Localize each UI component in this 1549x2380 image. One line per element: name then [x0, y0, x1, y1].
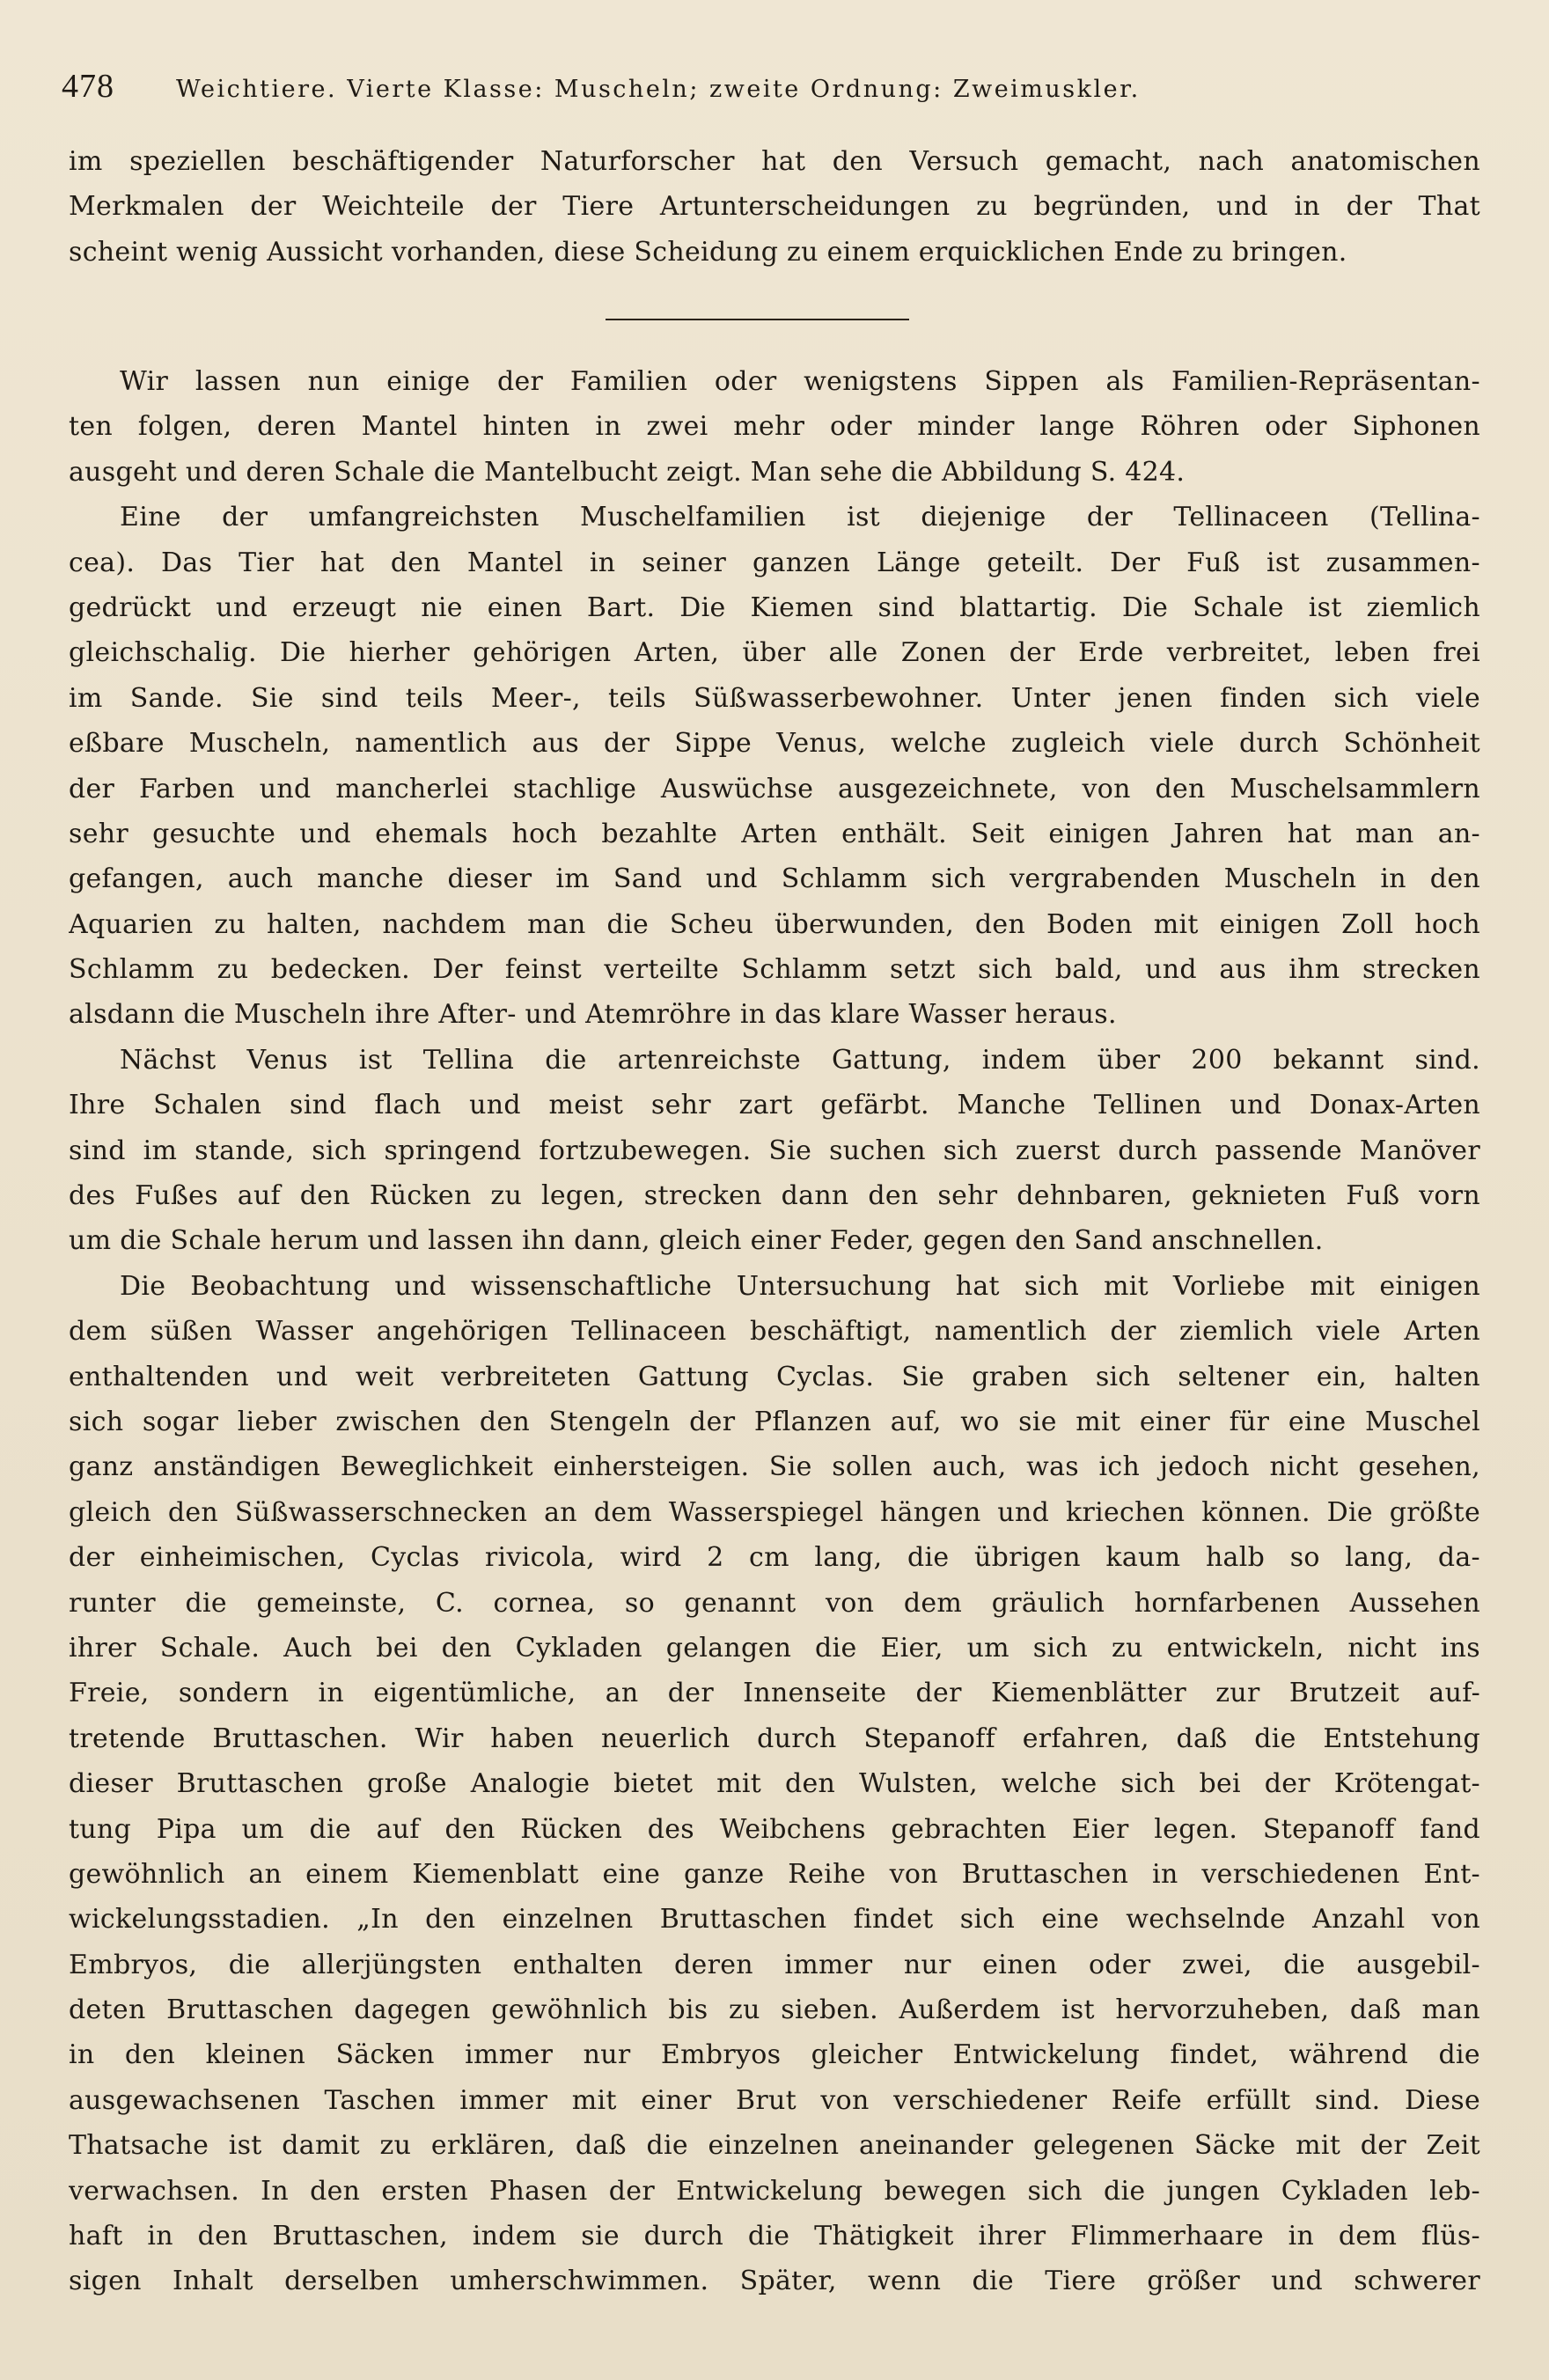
text-line: gleichschalig. Die hierher gehörigen Arten, über alle Zonen der Erde verbreitet, leben frei — [69, 637, 1480, 669]
text-line: Merkmalen der Weichteile der Tiere Artunterscheidungen zu begründen, und in der That — [69, 191, 1480, 223]
text-line: Schlamm zu bedecken. Der feinst verteilte Schlamm setzt sich bald, und aus ihm strecken — [69, 954, 1480, 986]
text-line: tung Pipa um die auf den Rücken des Weibchens gebrachten Eier legen. Stepanoff fand — [69, 1813, 1480, 1845]
text-line: tretende Bruttaschen. Wir haben neuerlich durch Stepanoff erfahren, daß die Entstehung — [69, 1723, 1480, 1754]
text-line: Thatsache ist damit zu erklären, daß die einzelnen aneinander gelegenen Säcke mit der Zeit — [69, 2130, 1480, 2162]
text-line: der einheimischen, Cyclas rivicola, wird 2 cm lang, die übrigen kaum halb so lang, da- — [69, 1542, 1480, 1574]
running-head — [62, 67, 1487, 116]
text-line: Freie, sondern in eigentümliche, an der Innenseite der Kiemenblätter zur Brutzeit auf- — [69, 1678, 1480, 1709]
text-line: Die Beobachtung und wissenschaftliche Untersuchung hat sich mit Vorliebe mit einigen — [120, 1270, 1480, 1302]
text-line: eßbare Muscheln, namentlich aus der Sippe Venus, welche zugleich viele durch Schönheit — [69, 728, 1480, 760]
text-line: gleich den Süßwasserschnecken an dem Wasserspiegel hängen und kriechen können. Die größte — [69, 1496, 1480, 1528]
separator-rule — [606, 319, 909, 320]
running-title: Weichtiere. Vierte Klasse: Muscheln; zweite Ordnung: Zweimuskler. — [176, 76, 1141, 103]
text-line: ausgewachsenen Taschen immer mit einer Brut von verschiedener Reife erfüllt sind. Diese — [69, 2084, 1480, 2116]
text-line: gefangen, auch manche dieser im Sand und Schlamm sich vergrabenden Muscheln in den — [69, 863, 1480, 895]
text-line: ten folgen, deren Mantel hinten in zwei mehr oder minder lange Röhren oder Siphonen — [69, 411, 1480, 443]
text-line: dieser Bruttaschen große Analogie bietet mit den Wulsten, welche sich bei der Krötengat- — [69, 1768, 1480, 1800]
text-line: des Fußes auf den Rücken zu legen, strecken dann den sehr dehnbaren, geknieten Fuß vorn — [69, 1180, 1480, 1212]
text-line: in den kleinen Säcken immer nur Embryos gleicher Entwickelung findet, während die — [69, 2039, 1480, 2071]
text-line: Eine der umfangreichsten Muschelfamilien ist diejenige der Tellinaceen (Tellina- — [120, 502, 1480, 533]
page-number: 478 — [62, 68, 114, 105]
text-line: gedrückt und erzeugt nie einen Bart. Die Kiemen sind blattartig. Die Schale ist ziemlich — [69, 591, 1480, 623]
text-line: cea). Das Tier hat den Mantel in seiner ganzen Länge geteilt. Der Fuß ist zusammen- — [69, 547, 1480, 578]
text-line: haft in den Bruttaschen, indem sie durch die Thätigkeit ihrer Flimmerhaare in dem flüs- — [69, 2221, 1480, 2252]
text-line: um die Schale herum und lassen ihn dann, gleich einer Feder, gegen den Sand anschnellen. — [69, 1225, 1324, 1257]
text-line: Aquarien zu halten, nachdem man die Scheu überwunden, den Boden mit einigen Zoll hoch — [69, 908, 1480, 940]
text-line: im Sande. Sie sind teils Meer-, teils Süßwasserbewohner. Unter jenen finden sich viele — [69, 682, 1480, 714]
text-line: verwachsen. In den ersten Phasen der Entwickelung bewegen sich die jungen Cykladen leb- — [69, 2175, 1480, 2207]
text-line: runter die gemeinste, C. cornea, so genannt von dem gräulich hornfarbenen Aussehen — [69, 1587, 1480, 1619]
text-line: sehr gesuchte und ehemals hoch bezahlte Arten enthält. Seit einigen Jahren hat man an- — [69, 818, 1480, 849]
text-line: ausgeht und deren Schale die Mantelbucht zeigt. Man sehe die Abbildung S. 424. — [69, 456, 1186, 488]
text-line: ganz anständigen Beweglichkeit einhersteigen. Sie sollen auch, was ich jedoch nicht gesehen, — [69, 1451, 1480, 1483]
text-line: ihrer Schale. Auch bei den Cykladen gelangen die Eier, um sich zu entwickeln, nicht ins — [69, 1632, 1480, 1664]
text-line: deten Bruttaschen dagegen gewöhnlich bis zu sieben. Außerdem ist hervorzuheben, daß man — [69, 1994, 1480, 2026]
text-line: Wir lassen nun einige der Familien oder wenigstens Sippen als Familien-Repräsentan- — [120, 366, 1480, 397]
section-separator — [69, 275, 1480, 359]
main-body — [69, 359, 1480, 2304]
intro-paragraph — [69, 139, 1480, 359]
text-line: im speziellen beschäftigender Naturforscher hat den Versuch gemacht, nach anatomischen — [69, 146, 1480, 177]
text-line: Embryos, die allerjüngsten enthalten deren immer nur einen oder zwei, die ausgebil- — [69, 1949, 1480, 1980]
text-line: scheint wenig Aussicht vorhanden, diese Scheidung zu einem erquicklichen Ende zu bringen. — [69, 236, 1347, 268]
text-line: sich sogar lieber zwischen den Stengeln der Pflanzen auf, wo sie mit einer für eine Muschel — [69, 1406, 1480, 1437]
text-line: Nächst Venus ist Tellina die artenreichste Gattung, indem über 200 bekannt sind. — [120, 1044, 1480, 1076]
text-line: der Farben und mancherlei stachlige Auswüchse ausgezeichnete, von den Muschelsammlern — [69, 773, 1480, 804]
text-line: sind im stande, sich springend fortzubewegen. Sie suchen sich zuerst durch passende Manöver — [69, 1135, 1480, 1166]
text-line: gewöhnlich an einem Kiemenblatt eine ganze Reihe von Bruttaschen in verschiedenen Ent- — [69, 1858, 1480, 1890]
text-line: alsdann die Muscheln ihre After- und Atemröhre in das klare Wasser heraus. — [69, 999, 1117, 1031]
text-line: enthaltenden und weit verbreiteten Gattung Cyclas. Sie graben sich seltener ein, halten — [69, 1361, 1480, 1392]
text-line: sigen Inhalt derselben umherschwimmen. Später, wenn die Tiere größer und schwerer — [69, 2266, 1480, 2297]
text-line: wickelungsstadien. „In den einzelnen Bruttaschen findet sich eine wechselnde Anzahl von — [69, 1904, 1480, 1936]
text-line: dem süßen Wasser angehörigen Tellinaceen beschäftigt, namentlich der ziemlich viele Arten — [69, 1316, 1480, 1348]
text-line: Ihre Schalen sind flach und meist sehr zart gefärbt. Manche Tellinen und Donax-Arten — [69, 1090, 1480, 1121]
